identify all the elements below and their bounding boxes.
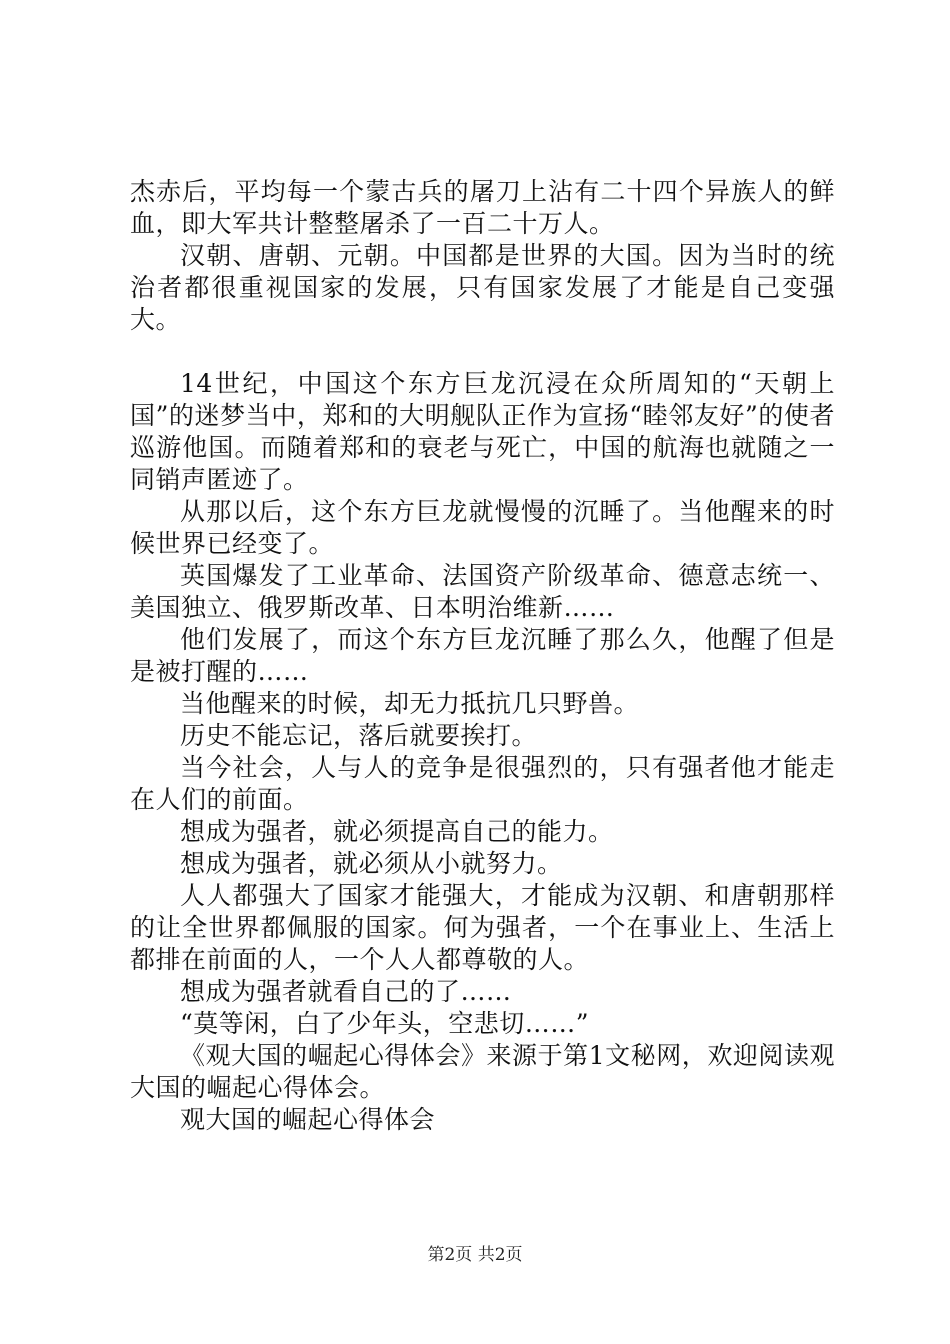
paragraph: 14世纪，中国这个东方巨龙沉浸在众所周知的“天朝上国”的迷梦当中，郑和的大明舰队正作为宣扬“睦邻友好”的使者巡游他国。而随着郑和的衰老与死亡，中国的航海也就随之一同销声匿迹了。 xyxy=(130,369,835,494)
paragraph: 想成为强者，就必须从小就努力。 xyxy=(180,849,563,878)
closing-title: 观大国的崛起心得体会 xyxy=(180,1105,436,1134)
paragraph: 从那以后，这个东方巨龙就慢慢的沉睡了。当他醒来的时候世界已经变了。 xyxy=(130,497,835,558)
document-body xyxy=(130,176,835,1136)
paragraph: 当今社会，人与人的竞争是很强烈的，只有强者他才能走在人们的前面。 xyxy=(130,753,835,814)
paragraph: 历史不能忘记，落后就要挨打。 xyxy=(180,721,538,750)
paragraph: 他们发展了，而这个东方巨龙沉睡了那么久，他醒了但是是被打醒的…… xyxy=(130,625,835,686)
quote-paragraph: “莫等闲，白了少年头，空悲切……” xyxy=(180,1009,590,1038)
paragraph: 想成为强者，就必须提高自己的能力。 xyxy=(180,817,614,846)
page-footer: 第2页 共2页 xyxy=(427,1245,523,1265)
paragraph: 汉朝、唐朝、元朝。中国都是世界的大国。因为当时的统治者都很重视国家的发展，只有国家发展了才能是自己变强大。 xyxy=(130,241,835,334)
paragraph: 英国爆发了工业革命、法国资产阶级革命、德意志统一、美国独立、俄罗斯改革、日本明治维新…… xyxy=(130,561,835,622)
paragraph: 当他醒来的时候，却无力抵抗几只野兽。 xyxy=(180,689,640,718)
paragraph-continuation: 杰赤后，平均每一个蒙古兵的屠刀上沾有二十四个异族人的鲜血，即大军共计整整屠杀了一百二十万人。 xyxy=(130,177,835,238)
paragraph: 人人都强大了国家才能强大，才能成为汉朝、和唐朝那样的让全世界都佩服的国家。何为强者，一个在事业上、生活上都排在前面的人，一个人人都尊敬的人。 xyxy=(130,881,835,974)
paragraph: 想成为强者就看自己的了…… xyxy=(180,977,512,1006)
source-note: 《观大国的崛起心得体会》来源于第1文秘网，欢迎阅读观大国的崛起心得体会。 xyxy=(130,1041,835,1102)
